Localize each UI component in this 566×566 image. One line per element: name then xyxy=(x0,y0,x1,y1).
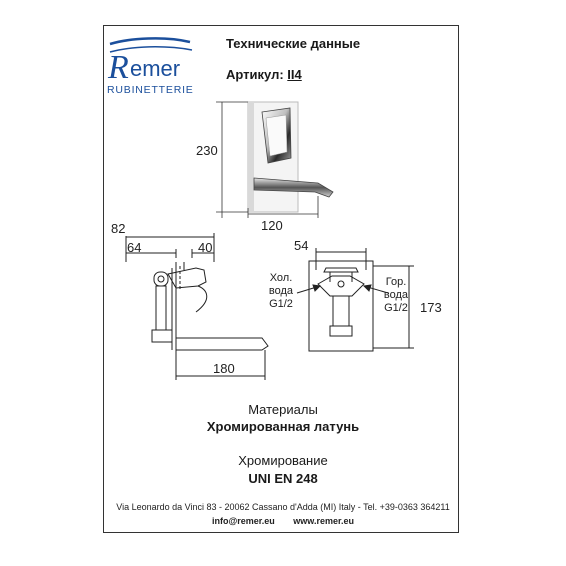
dim-230-label: 230 xyxy=(196,143,218,158)
dim-120-label: 120 xyxy=(261,218,283,233)
dim-180-label: 180 xyxy=(213,361,235,376)
cold-water-line-1: Хол. xyxy=(269,272,293,284)
hot-water-line-1: Гор. xyxy=(385,276,407,288)
dim-64-label: 64 xyxy=(127,240,142,255)
hot-water-label xyxy=(380,276,412,315)
footer-contacts xyxy=(0,516,566,526)
cold-water-line-3: G1/2 xyxy=(269,298,293,310)
hot-water-line-3: G1/2 xyxy=(384,302,408,314)
cold-water-label xyxy=(266,272,296,311)
brand-subtitle: RUBINETTERIE xyxy=(107,84,194,96)
materials-label: Материалы xyxy=(248,402,318,417)
dim-173-label: 173 xyxy=(420,300,442,315)
dim-line-230 xyxy=(216,102,248,218)
side-section-view xyxy=(126,233,268,380)
dim-54-label: 54 xyxy=(294,238,309,253)
product-render xyxy=(248,102,333,212)
dim-40-label: 40 xyxy=(198,240,213,255)
plating-label: Хромирование xyxy=(238,453,328,468)
hot-water-line-2: вода xyxy=(383,289,409,301)
cold-water-line-2: вода xyxy=(268,285,294,297)
footer-address: Via Leonardo da Vinci 83 - 20062 Cassano d'Adda (MI) Italy - Tel. +39-0363 364211 xyxy=(116,502,450,512)
article-label: Артикул: xyxy=(226,67,284,82)
plating-value: UNI EN 248 xyxy=(248,471,318,486)
footer-email[interactable]: info@remer.eu xyxy=(211,516,275,526)
article-number: II4 xyxy=(287,67,302,82)
svg-text:emer: emer xyxy=(130,56,181,81)
footer-website[interactable]: www.remer.eu xyxy=(293,516,354,526)
document-title: Технические данные xyxy=(226,36,361,51)
dim-82-label: 82 xyxy=(111,221,126,236)
svg-text:R: R xyxy=(108,49,129,86)
materials-value: Хромированная латунь xyxy=(206,419,360,434)
